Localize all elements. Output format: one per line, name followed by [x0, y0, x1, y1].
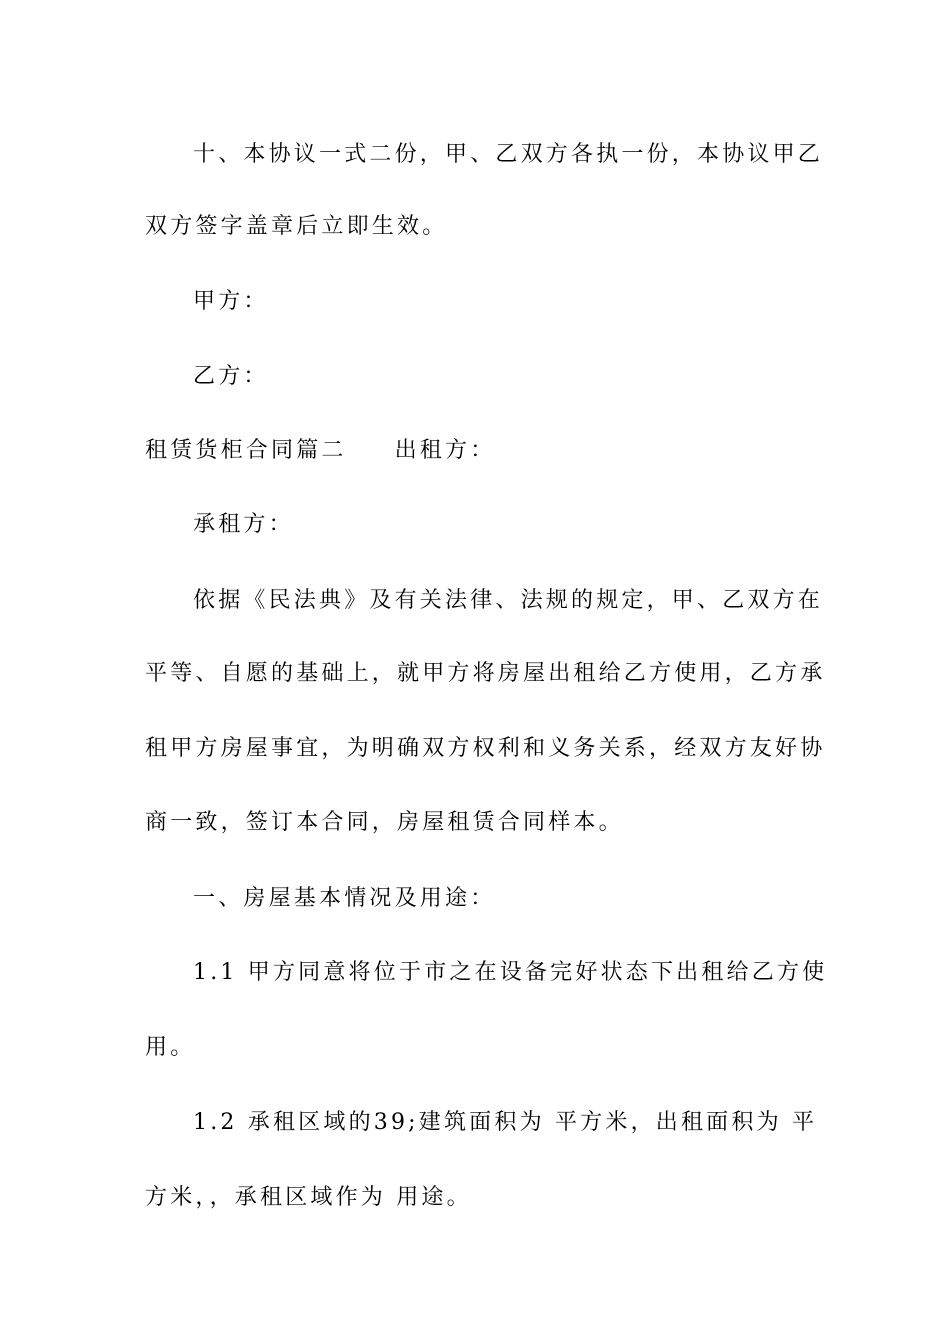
clause-heading: 一、房屋基本情况及用途： [193, 886, 496, 911]
section-heading-line [145, 436, 825, 466]
lessee-label: 承租方： [193, 512, 294, 537]
lessor-label: 出租方： [394, 438, 496, 463]
paragraph-line: 租甲方房屋事宜，为明确双方权利和义务关系，经双方友好协 [145, 736, 826, 761]
clause-line: 1.2 承租区域的39;建筑面积为 平方米，出租面积为 平 [193, 1110, 818, 1135]
clause-line: 用。 [145, 1035, 196, 1060]
paragraph-line: 十、本协议一式二份，甲、乙双方各执一份，本协议甲乙 [193, 142, 824, 167]
paragraph-line: 商一致，签订本合同，房屋租赁合同样本。 [145, 810, 624, 835]
signature-party-a: 甲方： [193, 289, 269, 314]
section-title: 租赁货柜合同篇二 [145, 438, 347, 463]
signature-party-b: 乙方： [193, 364, 269, 389]
clause-line: 1.1 甲方同意将位于市之在设备完好状态下出租给乙方使 [193, 960, 828, 985]
paragraph-line: 平等、自愿的基础上，就甲方将房屋出租给乙方使用，乙方承 [145, 661, 826, 686]
paragraph-line: 依据《民法典》及有关法律、法规的规定，甲、乙双方在 [193, 588, 824, 613]
paragraph-line: 双方签字盖章后立即生效。 [145, 214, 448, 239]
clause-line: 方米，，承租区域作为 用途。 [145, 1185, 472, 1210]
